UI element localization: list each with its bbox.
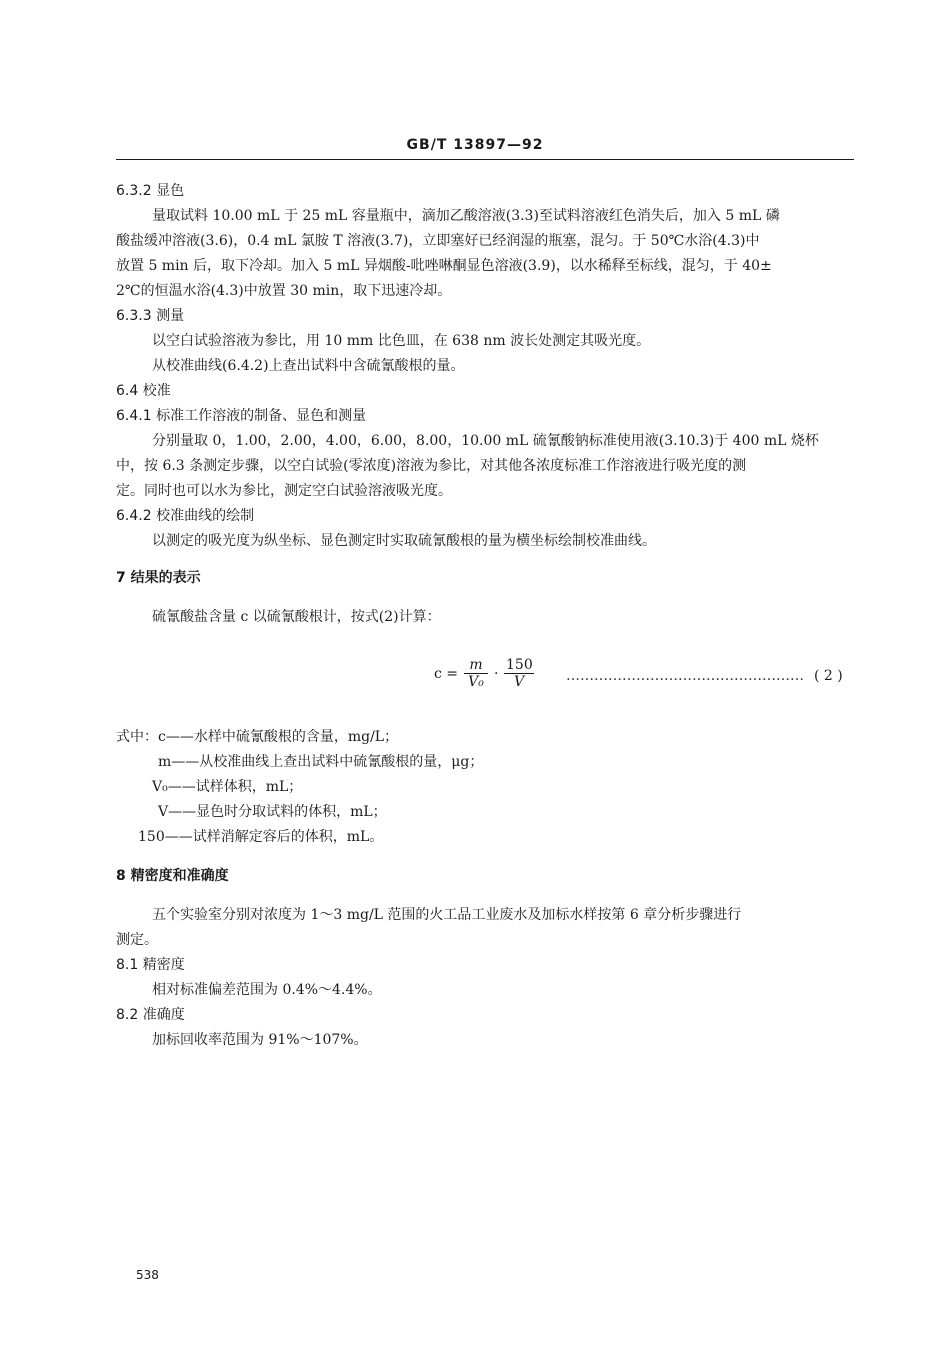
formula-num-m: m — [469, 657, 483, 673]
formula-dot: · — [494, 666, 499, 682]
section-6-4-2-heading: 6.4.2 校准曲线的绘制 — [116, 508, 255, 524]
section-6-4-1-line-1: 分别量取 0，1.00，2.00，4.00，6.00，8.00，10.00 mL 硫氰酸钠标准使用液(3.10.3)于 400 mL 烧杯 — [152, 433, 819, 449]
section-6-4-2-line-1: 以测定的吸光度为纵坐标、显色测定时实取硫氰酸根的量为横坐标绘制校准曲线。 — [152, 533, 656, 549]
section-6-4-heading: 6.4 校准 — [116, 383, 171, 399]
where-line-v0: V₀——试样体积，mL； — [152, 779, 303, 795]
section-6-3-2-line-1: 量取试料 10.00 mL 于 25 mL 容量瓶中，滴加乙酸溶液(3.3)至试料溶液红色消失后，加入 5 mL 磷 — [152, 208, 780, 224]
section-7-intro: 硫氰酸盐含量 c 以硫氰酸根计，按式(2)计算： — [152, 609, 441, 625]
section-6-4-1-line-3: 定。同时也可以水为参比，测定空白试验溶液吸光度。 — [116, 483, 452, 499]
formula-leader-dots: …………………………………………… — [566, 668, 804, 684]
where-line-v: V——显色时分取试料的体积，mL； — [158, 804, 387, 820]
section-6-3-3-heading: 6.3.3 测量 — [116, 308, 185, 324]
section-7-heading: 7 结果的表示 — [116, 570, 201, 586]
standard-header: GB/T 13897—92 — [406, 137, 544, 153]
where-line-150: 150——试样消解定容后的体积，mL。 — [138, 829, 384, 845]
formula-equation-number: ( 2 ) — [814, 668, 843, 684]
formula-fraction-150-v — [504, 657, 534, 690]
section-6-3-2-line-4: 2℃的恒温水浴(4.3)中放置 30 min，取下迅速冷却。 — [116, 283, 452, 299]
section-6-3-3-line-2: 从校准曲线(6.4.2)上查出试料中含硫氰酸根的量。 — [152, 358, 465, 374]
where-line-m: m——从校准曲线上查出试料中硫氰酸根的量，μg； — [158, 754, 484, 770]
section-8-1-line: 相对标准偏差范围为 0.4%～4.4%。 — [152, 982, 382, 998]
section-8-1-heading: 8.1 精密度 — [116, 957, 185, 973]
formula-lhs: c = — [434, 666, 459, 682]
section-8-2-line: 加标回收率范围为 91%～107%。 — [152, 1032, 368, 1048]
formula-den-v0: V₀ — [468, 674, 484, 690]
section-6-3-3-line-1: 以空白试验溶液为参比，用 10 mm 比色皿，在 638 nm 波长处测定其吸光度。 — [152, 333, 651, 349]
section-6-3-2-heading: 6.3.2 显色 — [116, 183, 185, 199]
section-6-4-1-line-2: 中，按 6.3 条测定步骤，以空白试验(零浓度)溶液为参比，对其他各浓度标准工作溶液进行吸光度的测 — [116, 458, 747, 474]
formula-den-v: V — [513, 674, 525, 690]
section-6-4-1-heading: 6.4.1 标准工作溶液的制备、显色和测量 — [116, 408, 367, 424]
page-number: 538 — [136, 1268, 159, 1282]
where-line-c: 式中：c——水样中硫氰酸根的含量，mg/L； — [116, 729, 399, 745]
section-8-line-2: 测定。 — [116, 932, 158, 948]
section-6-3-2-line-3: 放置 5 min 后，取下冷却。加入 5 mL 异烟酸-吡唑啉酮显色溶液(3.9)，以水稀释至标线，混匀，于 40± — [116, 258, 772, 274]
section-8-heading: 8 精密度和准确度 — [116, 868, 229, 884]
section-8-line-1: 五个实验室分别对浓度为 1～3 mg/L 范围的火工品工业废水及加标水样按第 6 章分析步骤进行 — [152, 907, 742, 923]
section-6-3-2-line-2: 酸盐缓冲溶液(3.6)，0.4 mL 氯胺 T 溶液(3.7)，立即塞好已经润湿的瓶塞，混匀。于 50℃水浴(4.3)中 — [116, 233, 760, 249]
formula-fraction-m-v0 — [464, 657, 488, 690]
formula-num-150: 150 — [506, 657, 533, 673]
section-8-2-heading: 8.2 准确度 — [116, 1007, 185, 1023]
header-rule — [116, 159, 854, 160]
